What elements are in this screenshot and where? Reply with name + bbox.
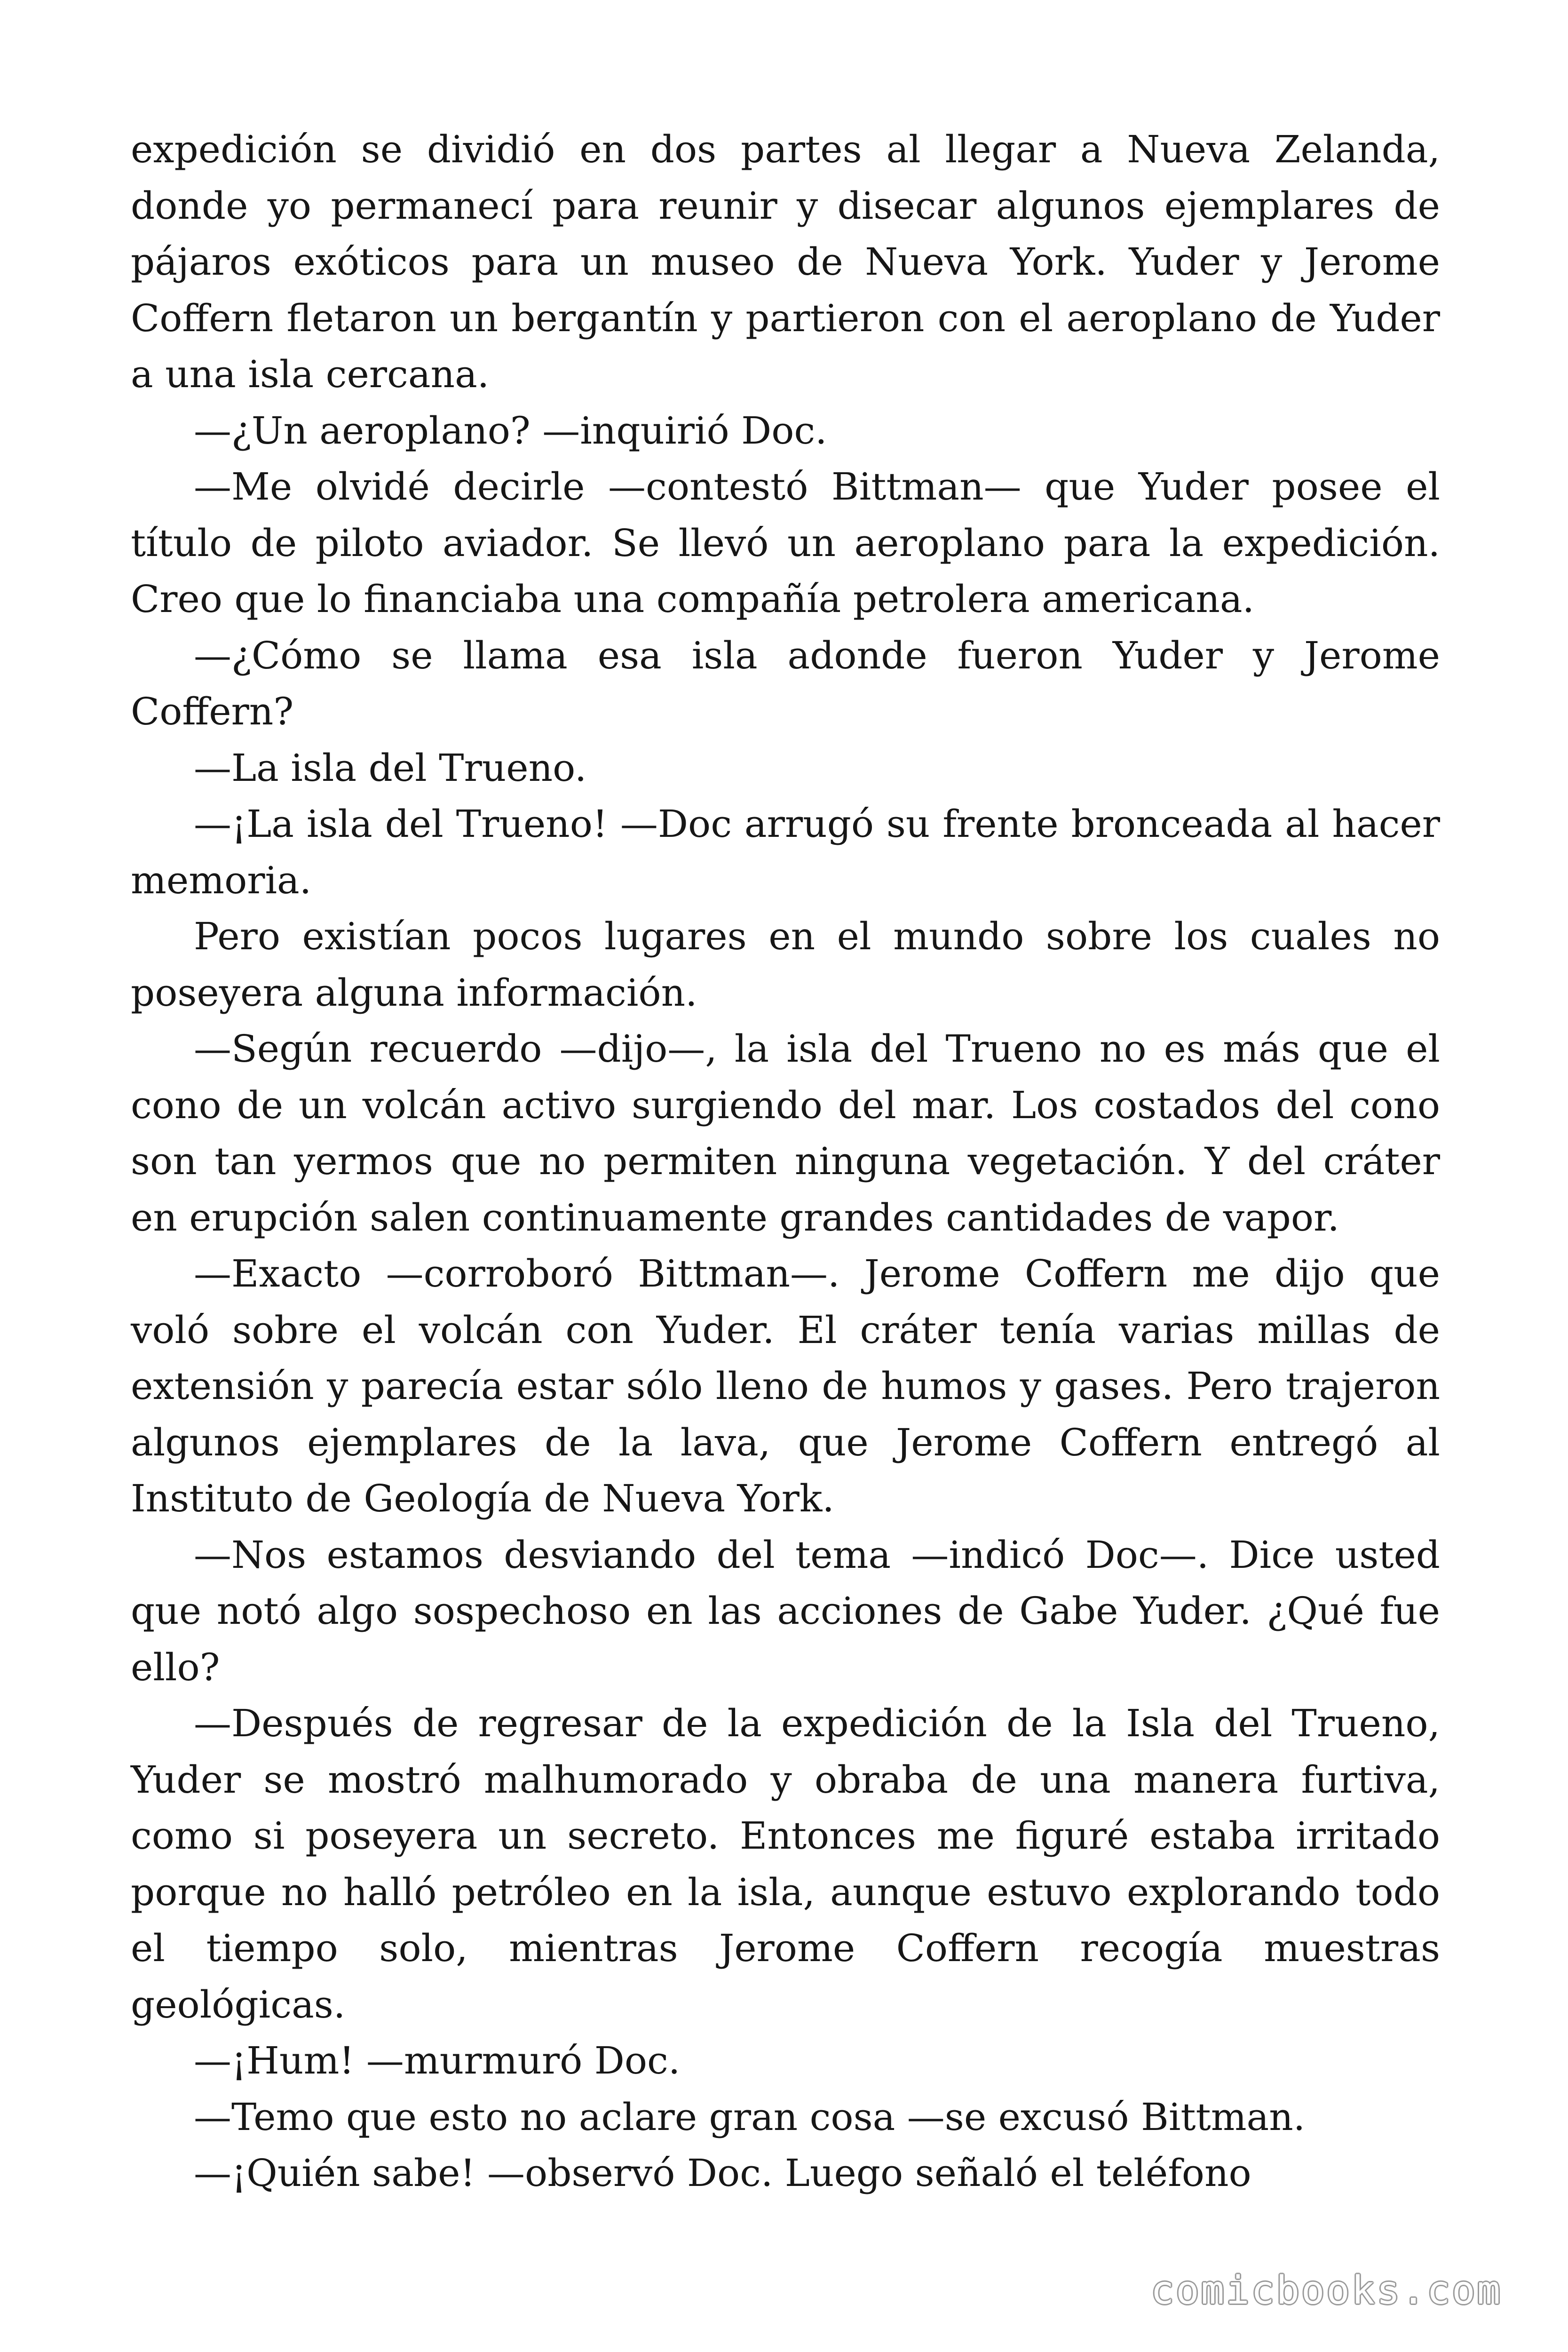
paragraph-12: —¡Hum! —murmuró Doc. bbox=[194, 2039, 681, 2082]
paragraph-7: Pero existían pocos lugares en el mundo sobre los cuales no poseyera alguna información. bbox=[131, 914, 1440, 1015]
paragraph-6: —¡La isla del Trueno! —Doc arrugó su frente bronceada al hacer memoria. bbox=[131, 802, 1440, 902]
paragraph-2: —¿Un aeroplano? —inquirió Doc. bbox=[194, 408, 827, 453]
paragraph-3: —Me olvidé decirle —contestó Bittman— que Yuder posee el título de piloto aviador. Se llevó un aeroplano para la expedición. Creo que lo financiaba una compañía petrolera americana. bbox=[131, 465, 1440, 621]
paragraph-11: —Después de regresar de la expedición de la Isla del Trueno, Yuder se mostró malhumorado y obraba de una manera furtiva, como si poseyera un secreto. Entonces me figuré estaba irritado porque no halló petróleo en la isla, aunque estuvo explorando todo el tiempo solo, mientras Jerome Coffern recogía muestras geológicas. bbox=[131, 1701, 1440, 2026]
watermark-logo: comicbooks.com bbox=[1150, 2268, 1502, 2313]
paragraph-5: —La isla del Trueno. bbox=[194, 746, 587, 790]
paragraph-1: expedición se dividió en dos partes al llegar a Nueva Zelanda, donde yo permanecí para reunir y disecar algunos ejemplares de pájaros exóticos para un museo de Nueva York. Yuder y Jerome Coffern fletaron un bergantín y partieron con el aeroplano de Yuder a una isla cercana. bbox=[131, 127, 1440, 396]
paragraph-4: —¿Cómo se llama esa isla adonde fueron Yuder y Jerome Coffern? bbox=[131, 633, 1440, 733]
book-page-text bbox=[131, 121, 1440, 2201]
paragraph-13: —Temo que esto no aclare gran cosa —se excusó Bittman. bbox=[194, 2095, 1306, 2139]
paragraph-9: —Exacto —corroboró Bittman—. Jerome Coffern me dijo que voló sobre el volcán con Yuder. El cráter tenía varias millas de extensión y parecía estar sólo lleno de humos y gases. Pero trajeron algunos ejemplares de la lava, que Jerome Coffern entregó al Instituto de Geología de Nueva York. bbox=[131, 1252, 1440, 1520]
paragraph-14: —¡Quién sabe! —observó Doc. Luego señaló el teléfono bbox=[194, 2151, 1251, 2195]
paragraph-10: —Nos estamos desviando del tema —indicó Doc—. Dice usted que notó algo sospechoso en las acciones de Gabe Yuder. ¿Qué fue ello? bbox=[131, 1533, 1440, 1689]
paragraph-8: —Según recuerdo —dijo—, la isla del Trueno no es más que el cono de un volcán activo surgiendo del mar. Los costados del cono son tan yermos que no permiten ninguna vegetación. Y del cráter en erupción salen continuamente grandes cantidades de vapor. bbox=[131, 1027, 1440, 1240]
